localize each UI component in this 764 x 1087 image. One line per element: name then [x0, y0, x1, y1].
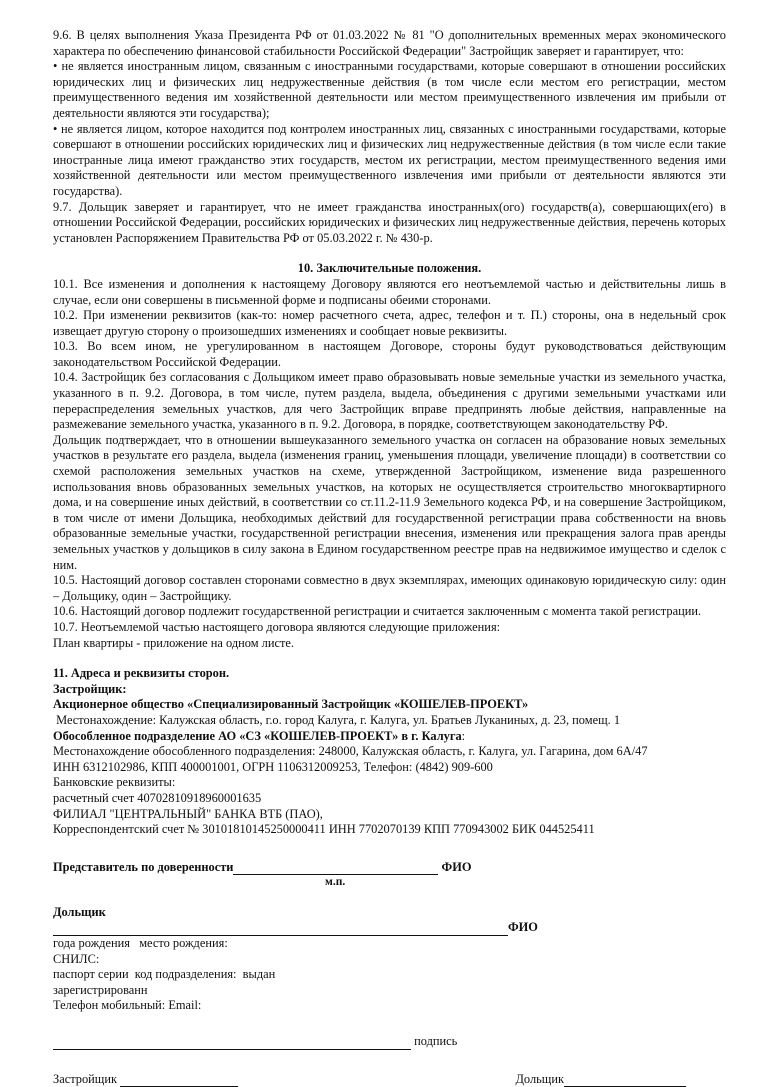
- branch-address: Местонахождение обособленного подразделения: 248000, Калужская область, г. Калуга, ул. Гагарина, дом 6А/47: [53, 744, 648, 759]
- developer-label: Застройщик:: [53, 681, 127, 696]
- shareholder-sign-field[interactable]: [564, 1075, 686, 1087]
- company-address: Местонахождение: Калужская область, г.о. город Калуга, г. Калуга, ул. Братьев Луканиных, д. 23, помещ. 1: [53, 712, 621, 727]
- developer-sign-field[interactable]: [120, 1075, 238, 1087]
- clause-10-4-consent: Дольщик подтверждает, что в отношении вышеуказанного земельного участка он согласен на образование новых земельных участков в результате его раздела, выдела (изменения границ, уменьшения площади, увеличение площади) в соответствии со схемой расположения земельных участков на схеме, утвержденной Застройщиком, изменение вида разрешенного использования вновь образованных земельных участков, на которых не осуществляется строительство многоквартирного дома, и на совершение иных действий, в соответствии со ст.11.2-11.9 Земельного кодекса РФ, и на совершение Застройщиком, в том числе от имени Дольщика, необходимых действий для государственной регистрации права собственности на вновь образованные земельные участки, государственной регистрации внесения, изменения или прекращения залога прав аренды земельных участков у дольщиков в силу закона в Едином государственном реестре прав на недвижимое имущество и сделок с ним.: [53, 432, 726, 572]
- clause-9-6-bullet-1: • не является иностранным лицом, связанным с иностранными государствами, которые совершают в отношении российских юридических лиц и физических лиц недружественные действия (в том числе если местом его регистрации, местом преимущественного ведения им хозяйственной деятельности или местом преимущественного извлечения им прибыли от деятельности являются эти государства);: [53, 59, 726, 120]
- clause-10-1: 10.1. Все изменения и дополнения к настоящему Договору являются его неотъемлемой частью и действительны лишь в случае, если они совершены в письменной форме и подписаны обеими сторонами.: [53, 276, 726, 307]
- clause-10-4: 10.4. Застройщик без согласования с Дольщиком имеет право образовывать новые земельные участки из земельного участка, указанного в п. 9.2. Договора, в том числе, путем раздела, выдела, объединения с другими земельными участками или перераспределения земельных участков, для чего Застройщик вправе предпринять любые действия, направленные на размежевание земельного участка, указанного в п. 9.2. Договора, в порядке, соответствующем законодательству РФ.: [53, 370, 726, 432]
- shareholder-fio-field[interactable]: [53, 924, 508, 936]
- clause-10-5: 10.5. Настоящий договор составлен сторонами совместно в двух экземплярах, имеющих одинаковую юридическую силу: один – Дольщику, один – Застройщику.: [53, 573, 726, 603]
- correspondent-account: Корреспондентский счет № 30101810145250000411 ИНН 7702070139 КПП 770943002 БИК 044525411: [53, 822, 595, 837]
- shareholder-sign-label: Дольщик: [515, 1071, 564, 1086]
- settlement-account: расчетный счет 40702810918960001635: [53, 790, 262, 805]
- clause-10-7-appendix: План квартиры - приложение на одном листе.: [53, 635, 294, 650]
- birth-info: года рождения место рождения:: [53, 936, 228, 951]
- signature-row: [53, 1034, 726, 1050]
- signature-caption: подпись: [411, 1034, 458, 1049]
- company-ids: ИНН 6312102986, КПП 400001001, ОГРН 1106312009253, Телефон: (4842) 909-600: [53, 759, 493, 774]
- registration-info: зарегистрированн: [53, 982, 148, 997]
- branch-heading: [53, 729, 726, 745]
- clause-10-3: 10.3. Во всем ином, не урегулированном в настоящем Договоре, стороны будут руководствоваться действующим законодательством Российской Федерации.: [53, 339, 726, 369]
- bank-name: ФИЛИАЛ "ЦЕНТРАЛЬНЫЙ" БАНКА ВТБ (ПАО),: [53, 806, 323, 821]
- representative-signature-row: [53, 860, 726, 876]
- section-11-title: 11. Адреса и реквизиты сторон.: [53, 666, 230, 681]
- representative-signature-field[interactable]: [233, 863, 438, 875]
- snils-info: СНИЛС:: [53, 951, 100, 966]
- representative-fio-label: ФИО: [438, 859, 472, 874]
- shareholder-label: Дольщик: [53, 904, 106, 919]
- branch-name: Обособленное подразделение АО «СЗ «КОШЕЛЕВ-ПРОЕКТ» в г. Калуга: [53, 728, 462, 743]
- representative-label: Представитель по доверенности: [53, 859, 234, 874]
- final-signatures: [53, 1072, 726, 1087]
- branch-colon: :: [461, 728, 466, 743]
- shareholder-fio-row: [53, 920, 726, 936]
- developer-sign-block: [53, 1072, 238, 1087]
- bank-label: Банковские реквизиты:: [53, 775, 176, 790]
- shareholder-sign-block: [515, 1072, 686, 1087]
- clause-9-6: 9.6. В целях выполнения Указа Президента РФ от 01.03.2022 № 81 "О дополнительных временных мерах экономического характера по обеспечению финансовой стабильности Российской Федерации" Застройщик заверяет и гарантирует, что:: [53, 28, 726, 58]
- company-name: Акционерное общество «Специализированный Застройщик «КОШЕЛЕВ-ПРОЕКТ»: [53, 697, 529, 712]
- passport-info: паспорт серии код подразделения: выдан: [53, 967, 276, 982]
- clause-10-2: 10.2. При изменении реквизитов (как-то: номер расчетного счета, адрес, телефон и т. П.) стороны, она в недельный срок извещает другую сторону о произошедших изменениях и сообщает новые реквизиты.: [53, 308, 726, 338]
- clause-10-6: 10.6. Настоящий договор подлежит государственной регистрации и считается заключенным с момента такой регистрации.: [53, 604, 702, 619]
- clause-10-7: 10.7. Неотъемлемой частью настоящего договора являются следующие приложения:: [53, 619, 501, 634]
- clause-9-6-bullet-2: • не является лицом, которое находится под контролем иностранных лиц, связанных с иностранными государствами, которые совершают в отношении российских юридических лиц и физических лиц недружественные действия (в том числе если такие иностранные лица имеют гражданство этих государств, местом их регистрации, местом преимущественного ведения ими хозяйственной деятельности или местом преимущественного извлечения ими прибыли от деятельности являются эти государства).: [53, 121, 726, 198]
- contact-info: Телефон мобильный: Email:: [53, 998, 202, 1013]
- clause-9-7: 9.7. Дольщик заверяет и гарантирует, что не имеет гражданства иностранных(ого) государств(а), совершающих(его) в отношении Российской Федерации, российских юридических и физических лиц недружественные действия, перечень которых установлен Распоряжением Правительства РФ от 05.03.2022 г. № 430-р.: [53, 199, 726, 245]
- developer-sign-label: Застройщик: [53, 1071, 121, 1086]
- stamp-placeholder: м.п.: [325, 876, 346, 889]
- section-10-title: 10. Заключительные положения.: [297, 261, 482, 276]
- shareholder-fio-label: ФИО: [508, 920, 538, 935]
- signature-field[interactable]: [53, 1038, 411, 1050]
